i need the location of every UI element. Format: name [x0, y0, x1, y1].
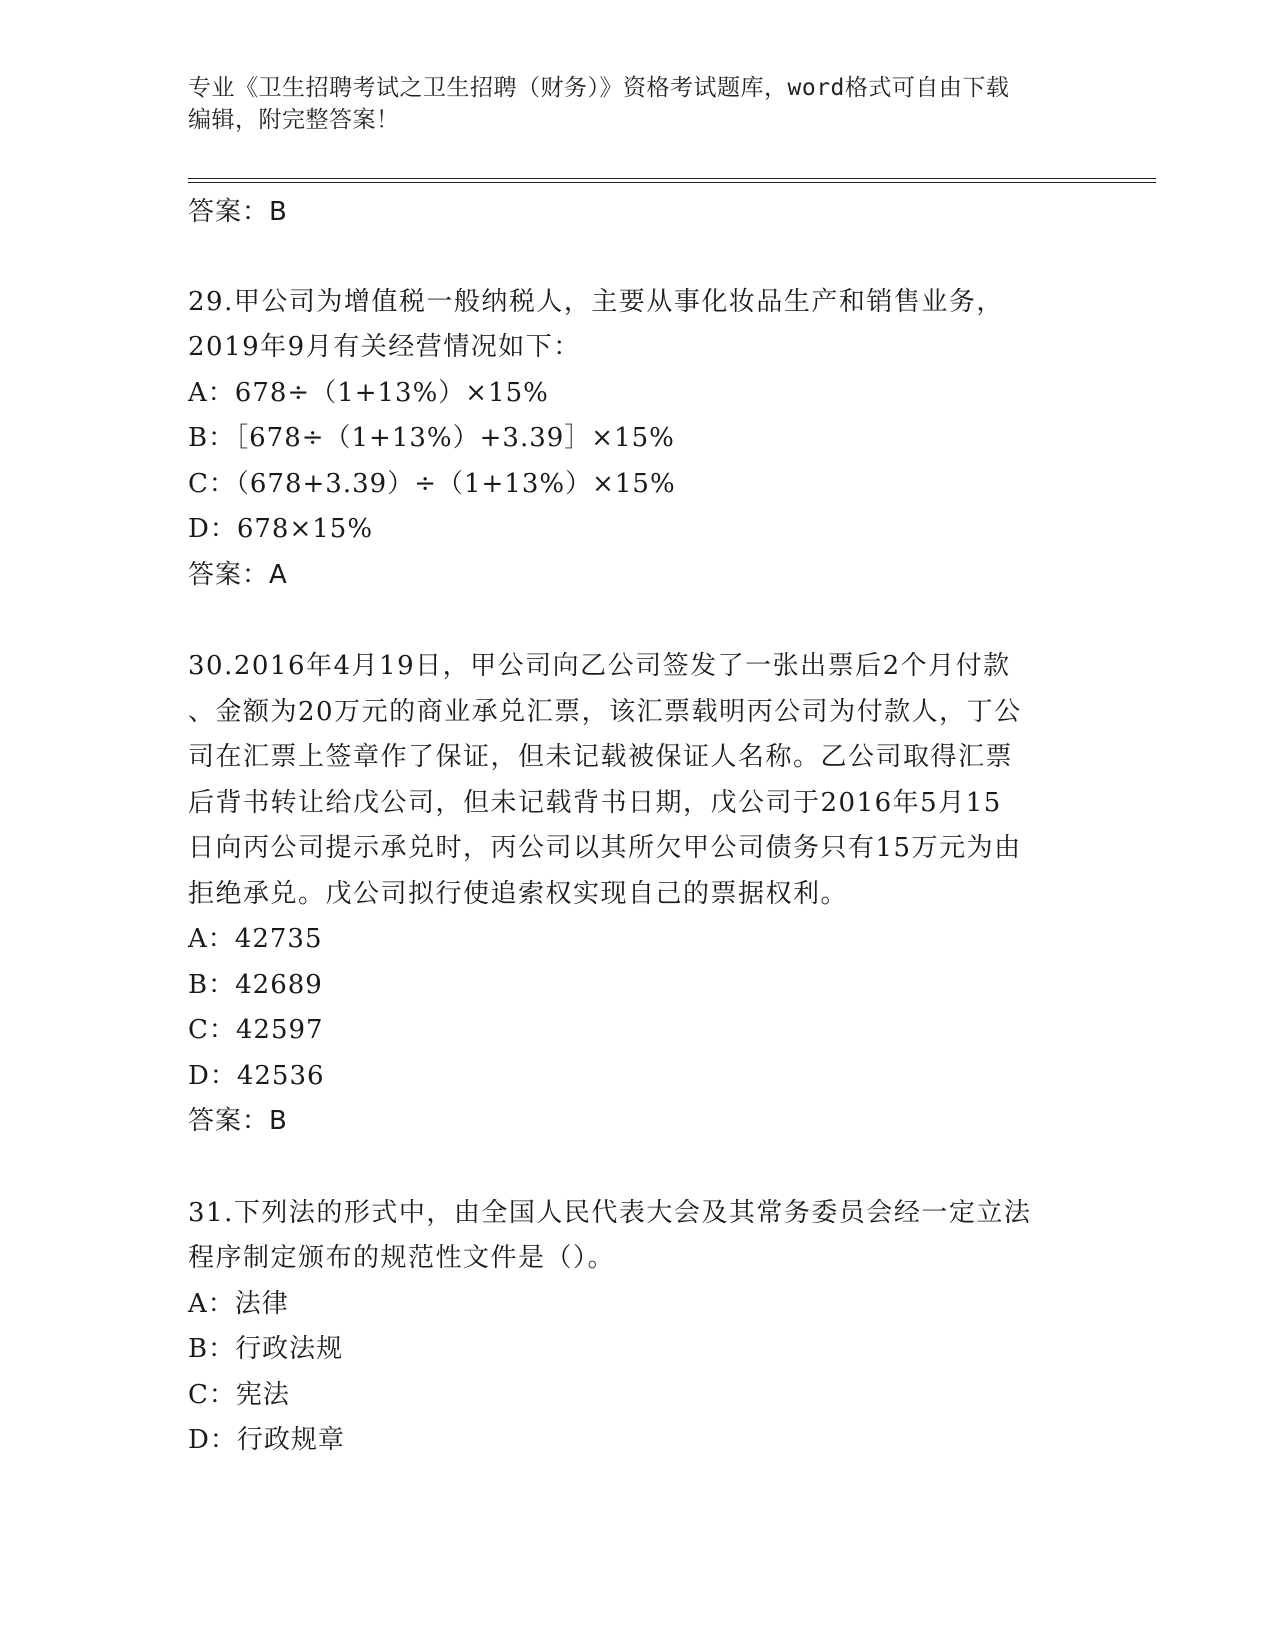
- option-d: D：678×15%: [188, 514, 374, 544]
- option-a: A：法律: [188, 1288, 289, 1319]
- question-30: [188, 644, 1088, 1145]
- answer: 答案：A: [188, 559, 288, 590]
- question-text-line: 日向丙公司提示承兑时，丙公司以其所欠甲公司债务只有15万元为由: [188, 833, 1022, 863]
- option-b: B：行政法规: [188, 1334, 344, 1364]
- question-text-line: 、金额为20万元的商业承兑汇票，该汇票载明丙公司为付款人，丁公: [188, 696, 1022, 727]
- question-content: [188, 190, 1088, 1464]
- question-text-line: 司在汇票上签章作了保证，但未记载被保证人名称。乙公司取得汇票: [188, 742, 1014, 772]
- question-text-line: 拒绝承兑。戊公司拟行使追索权实现自己的票据权利。: [188, 878, 849, 909]
- question-text-line: 2019年9月有关经营情况如下：: [188, 332, 581, 362]
- previous-answer: 答案：B: [188, 197, 288, 227]
- option-c: C：42597: [188, 1015, 324, 1045]
- answer: 答案：B: [188, 1106, 288, 1136]
- option-c: C：（678+3.39）÷（1+13%）×15%: [188, 468, 676, 499]
- header-line-1: 专业《卫生招聘考试之卫生招聘（财务）》资格考试题库，word格式可自由下载: [188, 75, 1010, 101]
- option-d: D：42536: [188, 1060, 325, 1091]
- option-a: A：678÷（1+13%）×15%: [188, 377, 549, 408]
- header-line-2: 编辑，附完整答案！: [188, 107, 400, 133]
- question-text-line: 30.2016年4月19日，甲公司向乙公司签发了一张出票后2个月付款: [188, 651, 1011, 681]
- question-text-line: 程序制定颁布的规范性文件是（）。: [188, 1243, 616, 1273]
- question-29: [188, 280, 1088, 599]
- page-header: [188, 72, 1088, 136]
- header-divider: [188, 178, 1156, 183]
- question-text-line: 31.下列法的形式中，由全国人民代表大会及其常务委员会经一定立法: [188, 1197, 1032, 1228]
- option-a: A：42735: [188, 924, 323, 954]
- question-31: [188, 1191, 1088, 1464]
- option-b: B：42689: [188, 969, 323, 1000]
- option-c: C：宪法: [188, 1379, 290, 1410]
- question-text-line: 29.甲公司为增值税一般纳税人，主要从事化妆品生产和销售业务，: [188, 286, 1004, 317]
- option-b: B：［678÷（1+13%）+3.39］×15%: [188, 423, 675, 453]
- question-text-line: 后背书转让给戊公司，但未记载背书日期，戊公司于2016年5月15: [188, 787, 1002, 818]
- option-d: D：行政规章: [188, 1425, 345, 1455]
